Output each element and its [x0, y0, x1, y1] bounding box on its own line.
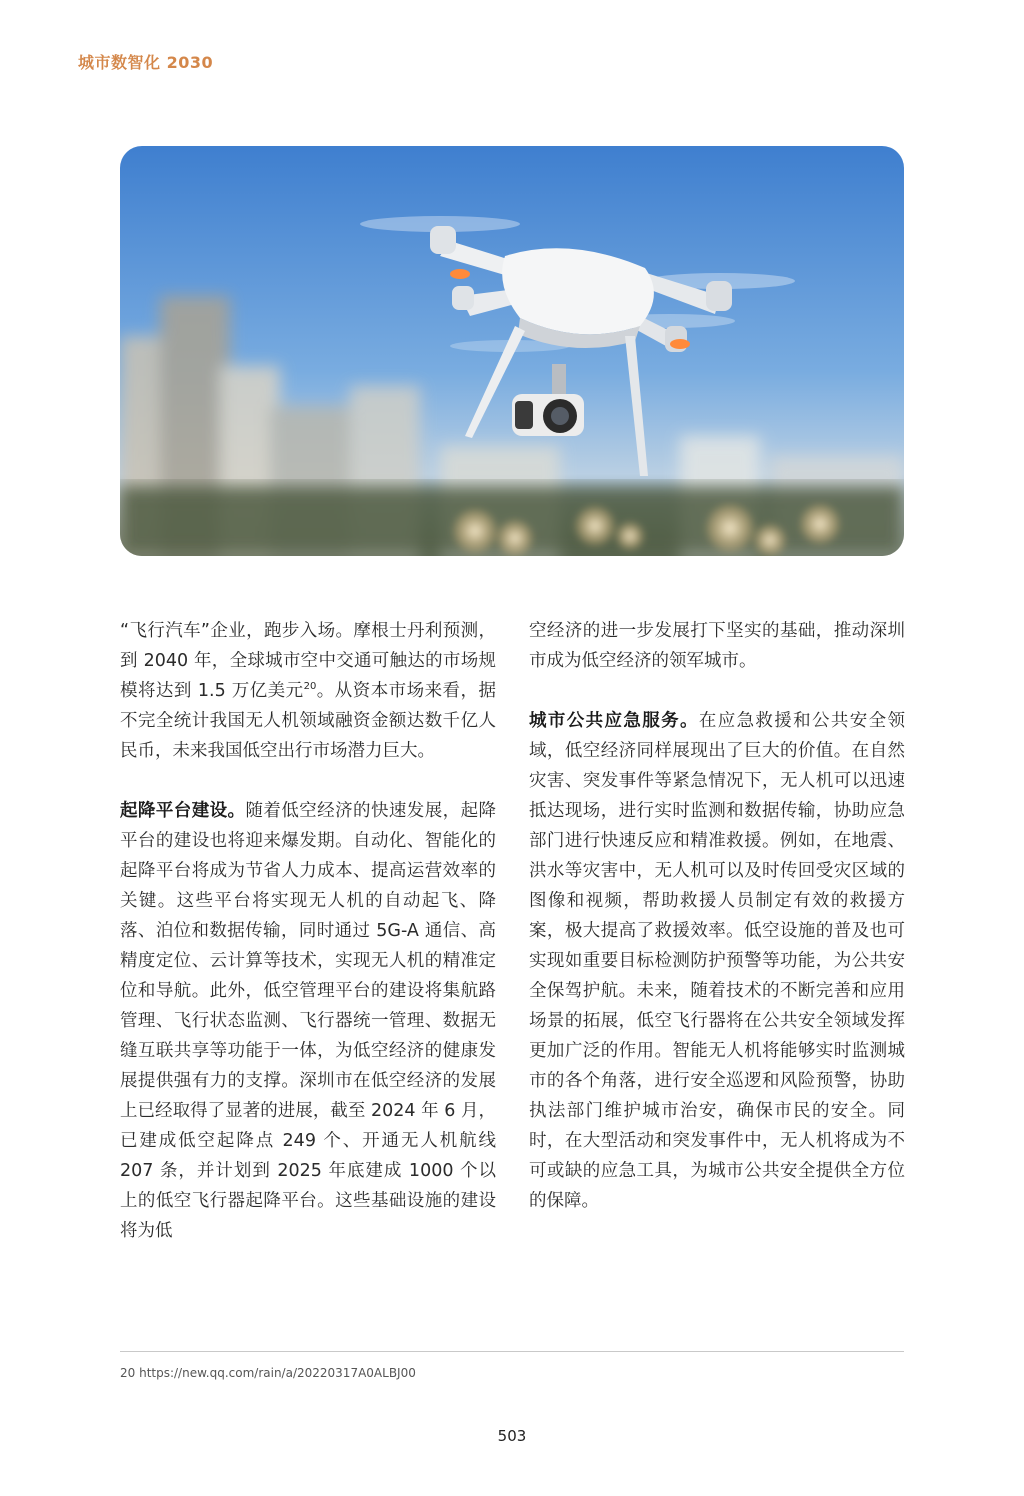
drone-photo	[120, 146, 904, 556]
emergency-text: 在应急救援和公共安全领域，低空经济同样展现出了巨大的价值。在自然灾害、突发事件等紧急情况下，无人机可以迅速抵达现场，进行实时监测和数据传输，协助应急部门进行快速反应和精准救援。例如，在地震、洪水等灾害中，无人机可以及时传回受灾区域的图像和视频，帮助救援人员制定有效的救援方案，极大提高了救援效率。低空设施的普及也可实现如重要目标检测防护预警等功能，为公共安全保驾护航。未来，随着技术的不断完善和应用场景的拓展，低空飞行器将在公共安全领域发挥更加广泛的作用。智能无人机将能够实时监测城市的各个角落，进行安全巡逻和风险预警，协助执法部门维护城市治安，确保市民的安全。同时，在大型活动和突发事件中，无人机将成为不可或缺的应急工具，为城市公共安全提供全方位的保障。	[529, 711, 906, 1211]
running-header: 城市数智化 2030	[78, 53, 214, 72]
paragraph-emergency	[529, 706, 905, 1216]
left-text-column	[120, 616, 496, 1276]
right-text-column	[529, 616, 905, 1246]
section-heading-platform: 起降平台建设。	[120, 801, 246, 821]
market-text: “飞行汽车”企业，跑步入场。摩根士丹利预测，到 2040 年，全球城市空中交通可触达的市场规模将达到 1.5 万亿美元	[120, 621, 496, 701]
section-heading-emergency: 城市公共应急服务。	[529, 711, 699, 731]
footnote-ref: 20	[303, 681, 317, 693]
footnote: 20 https://new.qq.com/rain/a/20220317A0ALBJ00	[120, 1366, 416, 1380]
page-number: 503	[497, 1427, 527, 1445]
drone-photo-illustration	[120, 146, 904, 556]
paragraph-continuation: 空经济的进一步发展打下坚实的基础，推动深圳市成为低空经济的领军城市。	[529, 621, 905, 671]
paragraph-platform	[120, 796, 496, 1246]
footnote-divider	[120, 1351, 904, 1352]
platform-text: 随着低空经济的快速发展，起降平台的建设也将迎来爆发期。自动化、智能化的起降平台将成为节省人力成本、提高运营效率的关键。这些平台将实现无人机的自动起飞、降落、泊位和数据传输，同时通过 5G-A 通信、高精度定位、云计算等技术，实现无人机的精准定位和导航。此外，低空管理平台的建设将集航路管理、飞行状态监测、飞行器统一管理、数据无缝互联共享等功能于一体，为低空经济的健康发展提供强有力的支撑。深圳市在低空经济的发展上已经取得了显著的进展，截至 2024 年 6 月，已建成低空起降点 249 个、开通无人机航线 207 条，并计划到 2025 年底建成 1000 个以上的低空飞行器起降平台。这些基础设施的建设将为低	[120, 801, 497, 1241]
market-text-tail: 。从资本市场来看，据不完全统计我国无人机领域融资金额达数千亿人民币，未来我国低空出行市场潜力巨大。	[120, 681, 496, 761]
paragraph-market	[120, 616, 496, 766]
